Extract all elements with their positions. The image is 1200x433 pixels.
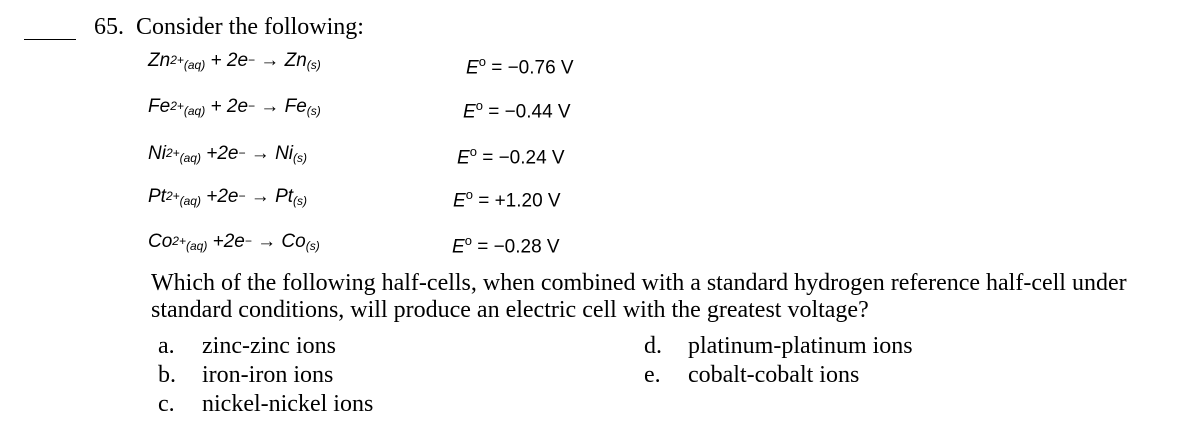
state-s: (s) [306,104,321,118]
electron-charge: − [238,146,246,160]
product: Pt [275,186,294,207]
electrons: +2e [207,231,245,252]
reaction-nickel [148,143,307,165]
option-letter: d. [644,333,662,359]
electrons: + 2e [205,50,249,71]
potential-nickel [457,144,565,169]
ion-charge: 2+ [165,189,180,203]
potential-value: = −0.24 V [476,147,565,169]
option-text: nickel-nickel ions [202,391,374,417]
reaction-cobalt [148,231,320,253]
potential-value: = −0.44 V [482,101,571,123]
reactant-ion: Ni [148,143,166,164]
standard-symbol: o [469,144,477,159]
potential-platinum [453,187,561,212]
reactant-ion: Fe [148,96,171,117]
option-b[interactable] [158,362,333,389]
state-aq: (aq) [183,104,206,118]
option-text: iron-iron ions [202,362,334,388]
electrons: +2e [200,143,239,164]
option-e[interactable] [644,362,859,389]
option-text: cobalt-cobalt ions [688,362,860,388]
option-letter: a. [158,333,175,359]
reactant-ion: Zn [148,50,171,71]
state-aq: (aq) [185,239,208,253]
reaction-zinc [148,50,321,72]
option-text: zinc-zinc ions [202,333,336,359]
state-aq: (aq) [179,151,201,165]
reaction-arrow: → [245,186,276,207]
electrons: +2e [200,186,239,207]
electron-charge: − [248,53,256,67]
standard-symbol: o [475,98,483,113]
potential-value: = −0.28 V [471,236,560,258]
potential-value: = +1.20 V [472,190,561,212]
e-label: E [453,190,466,212]
reactant-ion: Pt [148,186,166,207]
product: Co [281,231,306,252]
question-heading: Consider the following: [136,14,364,40]
e-label: E [452,236,465,258]
option-letter: b. [158,362,176,388]
reaction-arrow: → [255,96,285,117]
reaction-platinum [148,186,307,208]
state-aq: (aq) [183,58,206,72]
answer-blank [24,39,76,40]
option-d[interactable] [644,333,913,360]
ion-charge: 2+ [170,99,184,113]
product: Zn [284,50,307,71]
standard-symbol: o [478,54,486,69]
potential-cobalt [452,233,560,258]
ion-charge: 2+ [165,146,180,160]
option-text: platinum-platinum ions [688,333,913,359]
electron-charge: − [248,99,256,113]
option-a[interactable] [158,333,336,360]
ion-charge: 2+ [170,53,184,67]
state-s: (s) [305,239,320,253]
reactant-ion: Co [148,231,173,252]
standard-symbol: o [465,187,473,202]
reaction-arrow: → [245,143,276,164]
reaction-arrow: → [255,50,285,71]
question-stem: Which of the following half-cells, when combined with a standard hydrogen reference half-cell under standard conditions, will produce an electric cell with the greatest voltage? [151,270,1127,323]
product: Fe [284,96,307,117]
reaction-iron [148,96,321,118]
e-label: E [457,147,470,169]
option-letter: c. [158,391,175,417]
option-letter: e. [644,362,661,388]
state-s: (s) [293,151,308,165]
option-c[interactable] [158,391,373,418]
product: Ni [275,143,294,164]
electron-charge: − [238,189,246,203]
reaction-arrow: → [251,231,282,252]
ion-charge: 2+ [172,234,186,248]
potential-value: = −0.76 V [485,57,574,79]
state-s: (s) [293,194,308,208]
question-number: 65. [94,14,124,40]
potential-zinc [466,54,574,79]
state-aq: (aq) [179,194,201,208]
standard-symbol: o [464,233,472,248]
e-label: E [466,57,479,79]
electron-charge: − [244,234,252,248]
state-s: (s) [306,58,321,72]
electrons: + 2e [205,96,249,117]
e-label: E [463,101,476,123]
potential-iron [463,98,571,123]
